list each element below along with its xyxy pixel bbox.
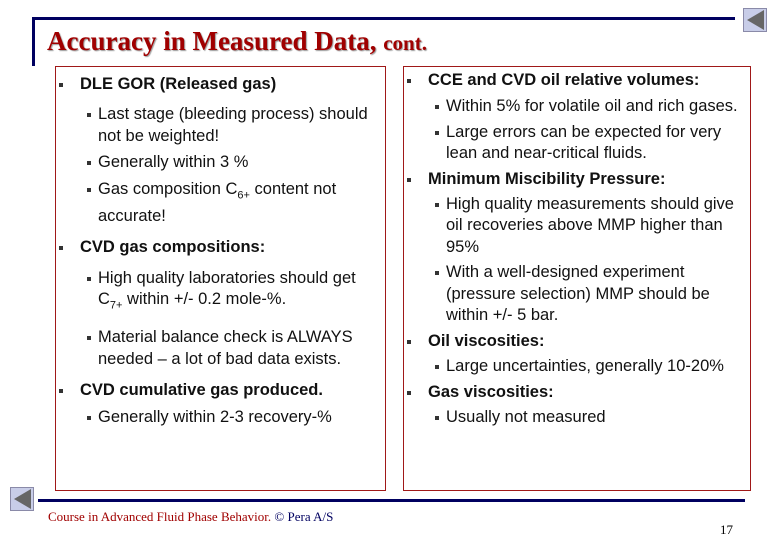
bullet-text: Minimum Miscibility Pressure: xyxy=(428,169,666,188)
footer xyxy=(48,509,333,525)
bullet-text: DLE GOR (Released gas) xyxy=(80,75,277,93)
sub-bullet: With a well-designed experiment (pressure selection) MMP should be within +/- 5 bar. xyxy=(428,262,744,327)
footer-course: Course in Advanced Fluid Phase Behavior. xyxy=(48,509,272,524)
left-rule xyxy=(32,17,35,66)
bullet-text: Gas viscosities: xyxy=(428,383,554,401)
bullet-text: CVD cumulative gas produced. xyxy=(80,381,323,400)
prev-slide-button-top[interactable] xyxy=(743,8,767,32)
prev-slide-button-bottom[interactable] xyxy=(10,487,34,511)
bullet-text: CVD gas compositions: xyxy=(80,237,266,256)
bullet-mmp xyxy=(404,169,744,327)
sub-bullet: Generally within 2-3 recovery-% xyxy=(80,407,377,429)
text: Gas composition C xyxy=(98,179,238,198)
bullet-cvd-gas xyxy=(56,237,377,370)
bullet-text: CCE and CVD oil relative volumes: xyxy=(428,71,700,89)
sub-bullet xyxy=(80,179,377,228)
text: within +/- 0.2 mole-%. xyxy=(122,290,287,309)
triangle-left-icon xyxy=(14,489,31,509)
triangle-left-icon xyxy=(747,10,764,30)
sub-bullet: Generally within 3 % xyxy=(80,152,377,174)
page-number: 17 xyxy=(720,522,733,537)
sub-bullet: Large uncertainties, generally 10-20% xyxy=(428,356,744,378)
bottom-rule xyxy=(38,499,745,502)
sub-bullet xyxy=(80,268,377,317)
sub-bullet: Usually not measured xyxy=(428,407,744,429)
bullet-cce-cvd xyxy=(404,70,744,165)
subscript: 6+ xyxy=(237,188,250,201)
top-rule xyxy=(32,17,735,20)
sub-bullet: Large errors can be expected for very lean and near-critical fluids. xyxy=(428,122,744,165)
bullet-dle-gor xyxy=(56,74,377,228)
sub-bullet: High quality measurements should give oil recoveries above MMP higher than 95% xyxy=(428,194,744,259)
sub-bullet: Last stage (bleeding process) should not be weighted! xyxy=(80,104,377,147)
footer-copyright: © Pera A/S xyxy=(274,509,334,524)
title-main: Accuracy in Measured Data, xyxy=(47,26,377,56)
text: High quality laboratories should get C xyxy=(98,268,356,309)
bullet-oil-viscosities xyxy=(404,331,744,378)
page-title xyxy=(47,26,427,57)
right-panel xyxy=(403,66,751,491)
sub-bullet: Within 5% for volatile oil and rich gases. xyxy=(428,96,744,118)
text: content not accurate! xyxy=(98,179,337,226)
left-panel xyxy=(55,66,386,491)
sub-bullet: Material balance check is ALWAYS needed – a lot of bad data exists. xyxy=(80,327,377,370)
bullet-cvd-cumulative xyxy=(56,380,377,429)
bullet-text: Oil viscosities: xyxy=(428,331,545,350)
subscript: 7+ xyxy=(109,299,123,312)
bullet-gas-viscosities xyxy=(404,382,744,429)
title-suffix: cont. xyxy=(383,31,427,55)
